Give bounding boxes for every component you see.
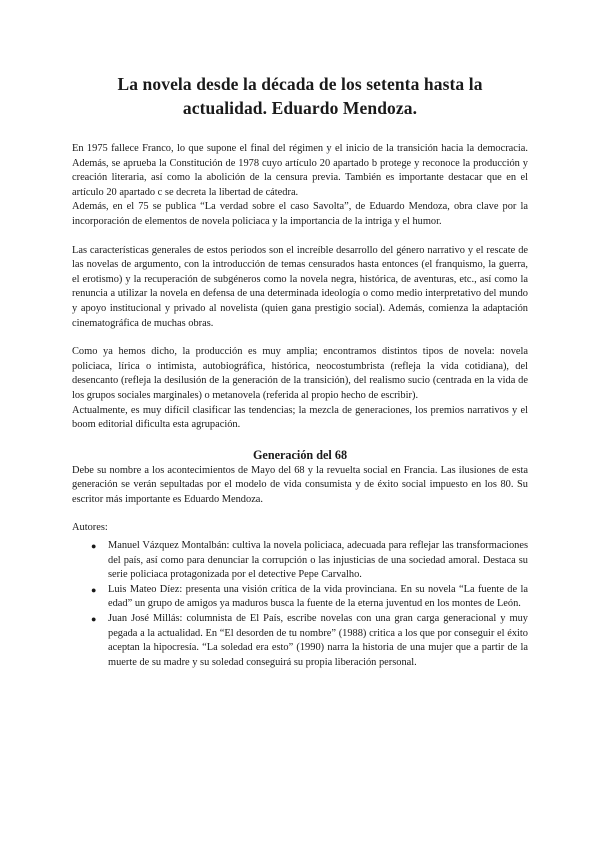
paragraph-current-trends: Actualmente, es muy difícil clasificar las tendencias; la mezcla de generaciones, los premios narrativos y el boom editorial dificulta esta agrupación.: [72, 404, 528, 431]
list-item: [91, 539, 528, 583]
paragraph-savolta: Además, en el 75 se publica “La verdad sobre el caso Savolta”, de Eduardo Mendoza, obra clave por la incorporación de elementos de novela policiaca y la importancia de la intriga y el humor.: [72, 201, 528, 227]
list-item: [91, 612, 528, 670]
paragraph-novel-types: Como ya hemos dicho, la producción es muy amplia; encontramos distintos tipos de novela: novela policiaca, lírica o intimista, autobiográfica, histórica, neocostumbrista (refleja la vida cotidiana), del desencanto (refleja la desilusión de la generación de la transición), del realismo sucio (centrada en la vida de los grupos sociales marginales) o metanovela (referida al propio hecho de escribir).: [72, 346, 528, 401]
authors-label: Autores:: [72, 522, 108, 534]
bullet-icon: ●: [91, 614, 97, 625]
section-intro: Debe su nombre a los acontecimientos de Mayo del 68 y la revuelta social en Francia. Las ilusiones de esta generación se verán sepultadas por el modelo de vida consumista y de éxito social impuesto en los 80. Su escritor más importante es Eduardo Mendoza.: [72, 464, 528, 505]
bullet-icon: ●: [91, 584, 97, 595]
bullet-icon: ●: [91, 541, 97, 552]
section-heading: Generación del 68: [252, 447, 348, 462]
paragraph-characteristics: Las características generales de estos periodos son el increíble desarrollo del género narrativo y el rescate de las novelas de argumento, con la introducción de temas censurados hasta entonces (el franquismo, la guerra, el erotismo) y la recuperación de subgéneros como la novela negra, histórica, de aventuras, etc., así como la renuncia a utilizar la novela en defensa de una determinada ideología o como medio interpretativo del mundo y apoyo institucional y privado al novelista (quien gana prestigio social). Además, comienza la adaptación cinematográfica de muchas obras.: [72, 244, 528, 329]
document-page: [72, 72, 528, 670]
list-item: [91, 583, 528, 612]
document-title: La novela desde la década de los setenta hasta la actualidad. Eduardo Mendoza.: [117, 74, 483, 118]
author-montalban: Manuel Vázquez Montalbán: cultiva la novela policiaca, adecuada para reflejar las transformaciones del país, así como para denunciar la corrupción o las injusticias de una sociedad amoral. Destaca su serie policiaca protagonizada por el detective Pepe Carvalho.: [108, 540, 528, 581]
author-millas: Juan José Millás: columnista de El País, escribe novelas con una gran carga generacional y muy pegada a la actualidad. En “El desorden de tu nombre” (1988) critica a los que por conseguir el éxito aceptan la hipocresía. “La soledad era esto” (1990) narra la historia de una mujer que a partir de la muerte de su madre y su soledad conseguirá su propia liberación personal.: [108, 613, 528, 668]
authors-list: [72, 539, 528, 670]
author-mateo-diez: Luis Mateo Díez: presenta una visión crítica de la vida provinciana. En su novela “La fuente de la edad” un grupo de amigos ya maduros busca la fuente de la eterna juventud en los montes de León.: [108, 583, 528, 610]
paragraph-transition: En 1975 fallece Franco, lo que supone el final del régimen y el inicio de la transición hacia la democracia. Además, se aprueba la Constitución de 1978 cuyo artículo 20 apartado b protege y reconoce la producción y creación literaria, así como la abolición de la censura previa. También es importante destacar que en el artículo 20 apartado c se decreta la libertad de cátedra.: [72, 143, 528, 198]
